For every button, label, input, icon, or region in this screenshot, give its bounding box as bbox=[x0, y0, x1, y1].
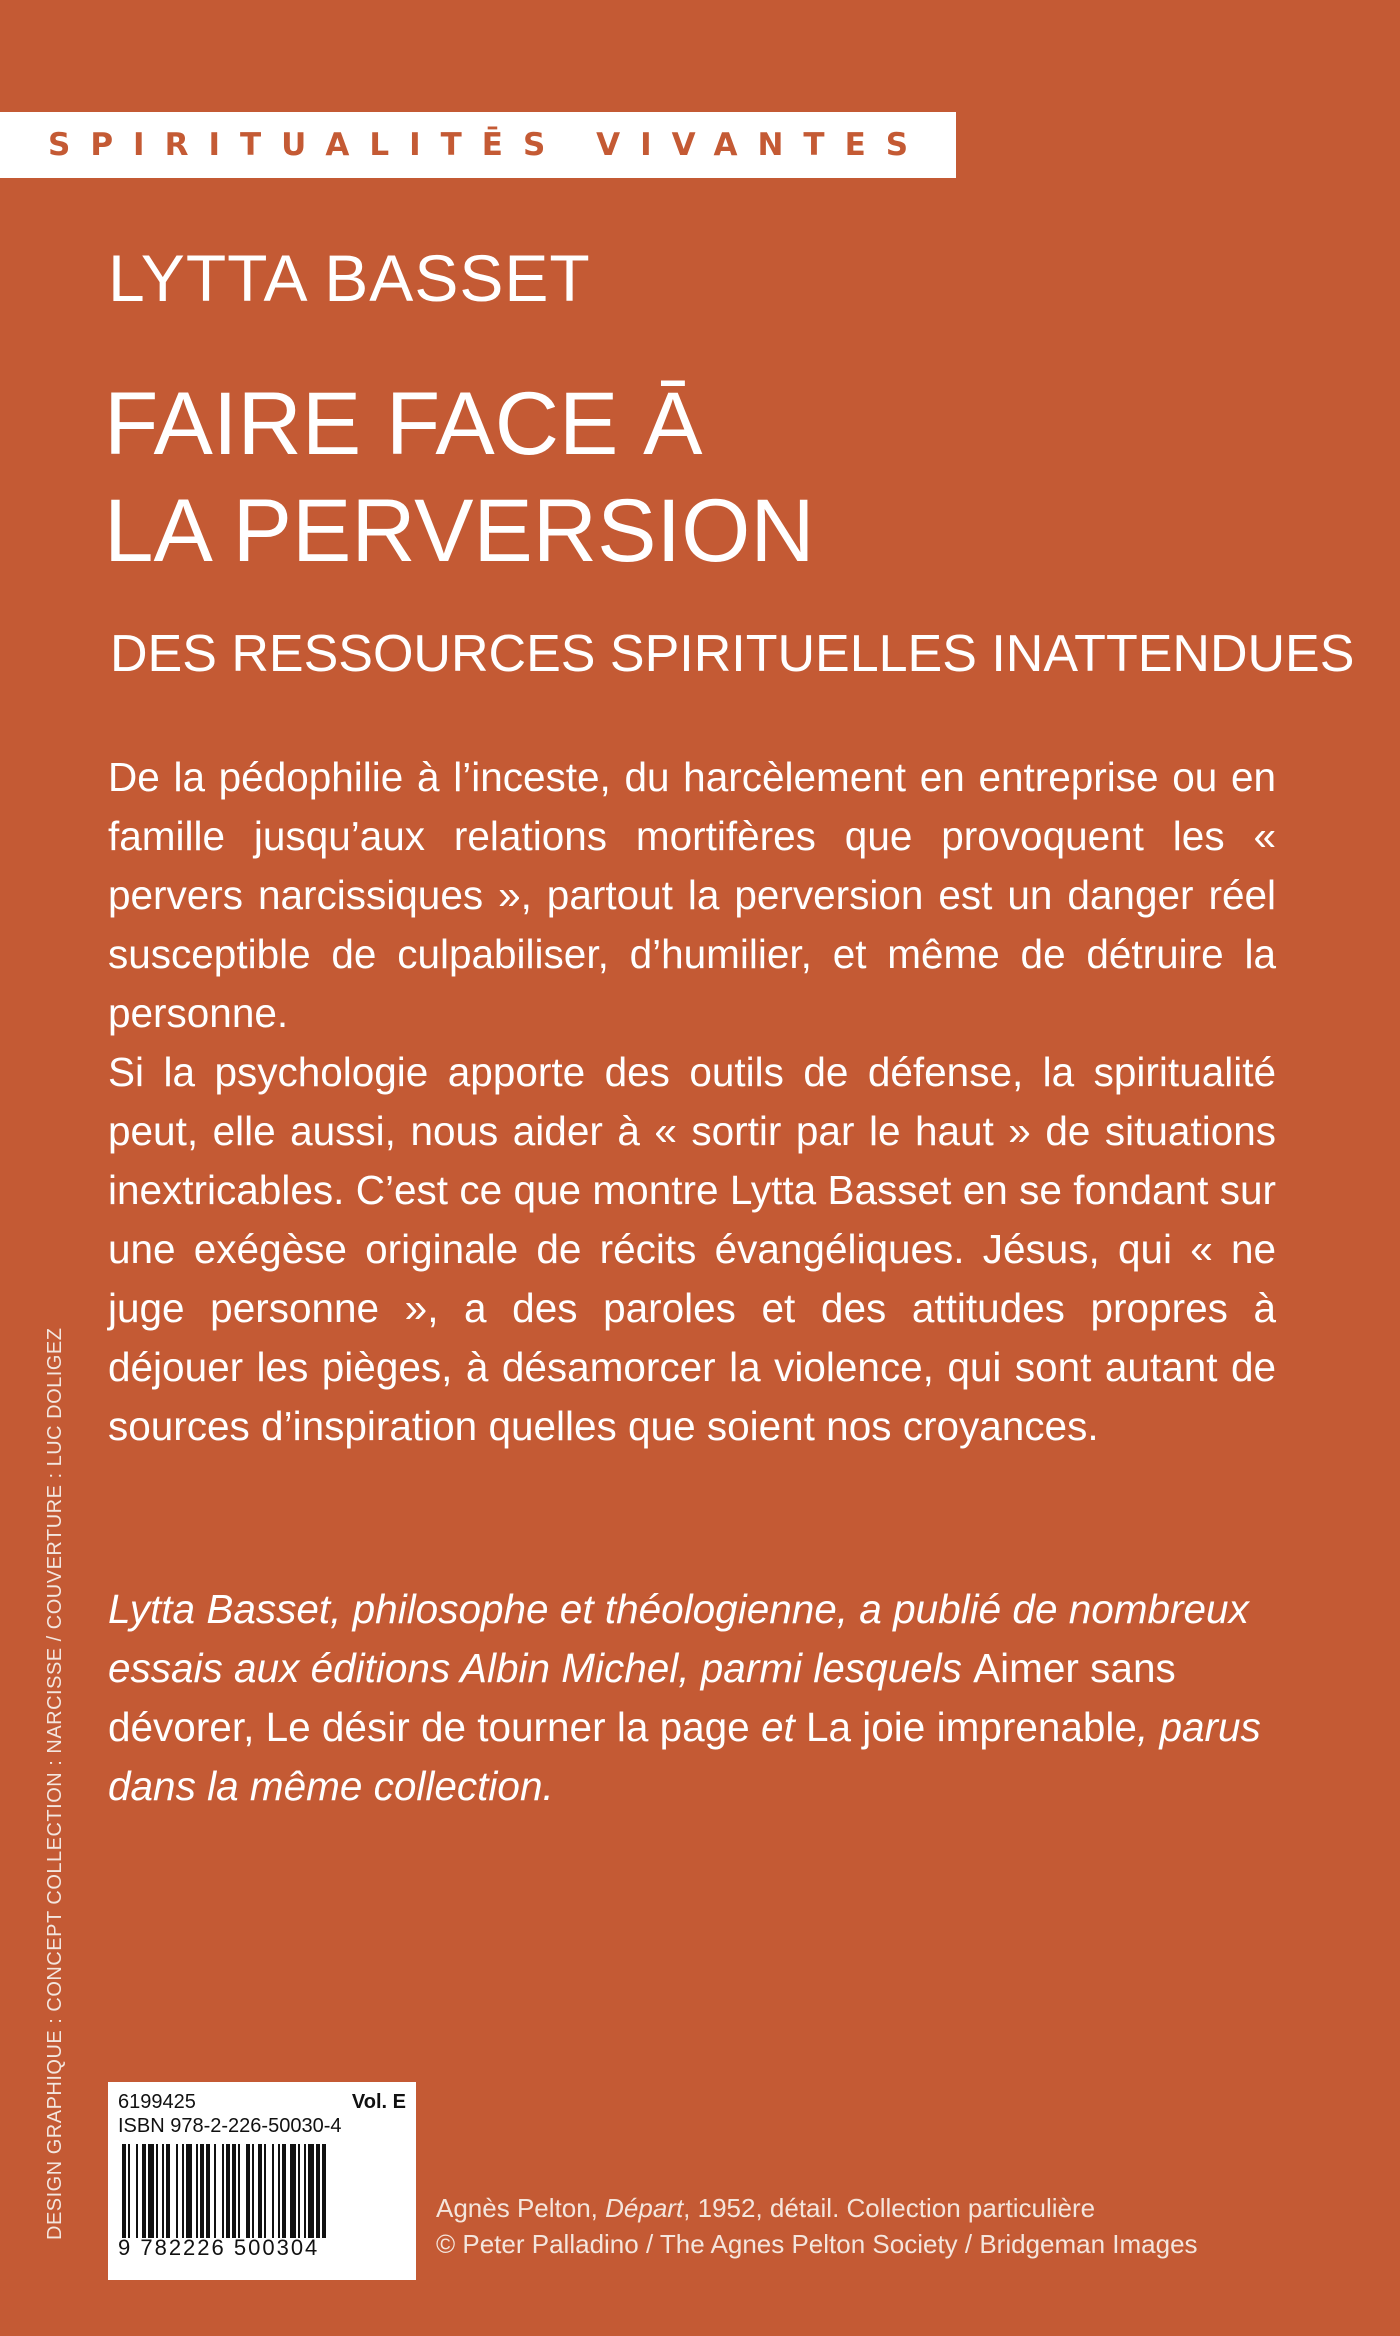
product-code: 6199425 bbox=[118, 2091, 196, 2113]
bio-outro: , parus dans la même collection. bbox=[108, 1704, 1261, 1809]
isbn-text: ISBN 978-2-226-50030-4 bbox=[118, 2115, 342, 2137]
bio-separator-1: , bbox=[243, 1704, 266, 1750]
barcode-label bbox=[108, 2082, 416, 2280]
image-credit-line-2: © Peter Palladino / The Agnes Pelton Society / Bridgeman Images bbox=[436, 2229, 1198, 2259]
bio-book-2: Le désir de tourner la page bbox=[265, 1704, 750, 1750]
artwork-details: , 1952, détail. Collection particulière bbox=[683, 2193, 1096, 2223]
author-bio bbox=[108, 1580, 1276, 1816]
book-title bbox=[104, 370, 815, 584]
artist-name: Agnès Pelton, bbox=[436, 2193, 606, 2223]
image-credit-line-1 bbox=[436, 2190, 1198, 2226]
collection-banner: SPIRITUALITĒS VIVANTES bbox=[0, 112, 956, 178]
barcode-digits: 9 782226 500304 bbox=[118, 2235, 320, 2260]
volume-label: Vol. E bbox=[351, 2091, 406, 2113]
image-credit bbox=[436, 2190, 1198, 2262]
title-line-2: LA PERVERSION bbox=[104, 480, 815, 580]
artwork-title: Départ bbox=[605, 2193, 684, 2223]
author-name: LYTTA BASSET bbox=[108, 241, 591, 315]
blurb-paragraph-1: De la pédophilie à l’inceste, du harcèlement en entreprise ou en famille jusqu’aux relations mortifères que provoquent les « pervers narcissiques », partout la perversion est un danger réel susceptible de culpabiliser, d’humilier, et même de détruire la personne. bbox=[108, 754, 1276, 1036]
book-subtitle: DES RESSOURCES SPIRITUELLES INATTENDUES bbox=[110, 625, 1355, 683]
blurb-paragraph-2: Si la psychologie apporte des outils de défense, la spiritualité peut, elle aussi, nous aider à « sortir par le haut » de situations inextricables. C’est ce que montre Lytta Basset en se fondant sur une exégèse originale de récits évangéliques. Jésus, qui « ne juge personne », a des paroles et des attitudes propres à déjouer les pièges, à désamorcer la violence, qui sont autant de sources d’inspiration quelles que soient nos croyances. bbox=[108, 1049, 1276, 1449]
bio-book-1: Aimer sans dévorer bbox=[108, 1645, 1176, 1750]
bio-book-3: La joie imprenable bbox=[805, 1704, 1137, 1750]
barcode-icon bbox=[118, 2144, 406, 2238]
bio-separator-2: et bbox=[749, 1704, 806, 1750]
design-credit: DESIGN GRAPHIQUE : CONCEPT COLLECTION : NARCISSE / COUVERTURE : LUC DOLIGEZ bbox=[44, 1327, 66, 2240]
bio-intro: Lytta Basset, philosophe et théologienne, a publié de nombreux essais aux éditions Albin Michel, parmi lesquels bbox=[108, 1586, 1249, 1691]
blurb bbox=[108, 748, 1276, 1456]
title-line-1: FAIRE FACE Ā bbox=[104, 373, 703, 473]
